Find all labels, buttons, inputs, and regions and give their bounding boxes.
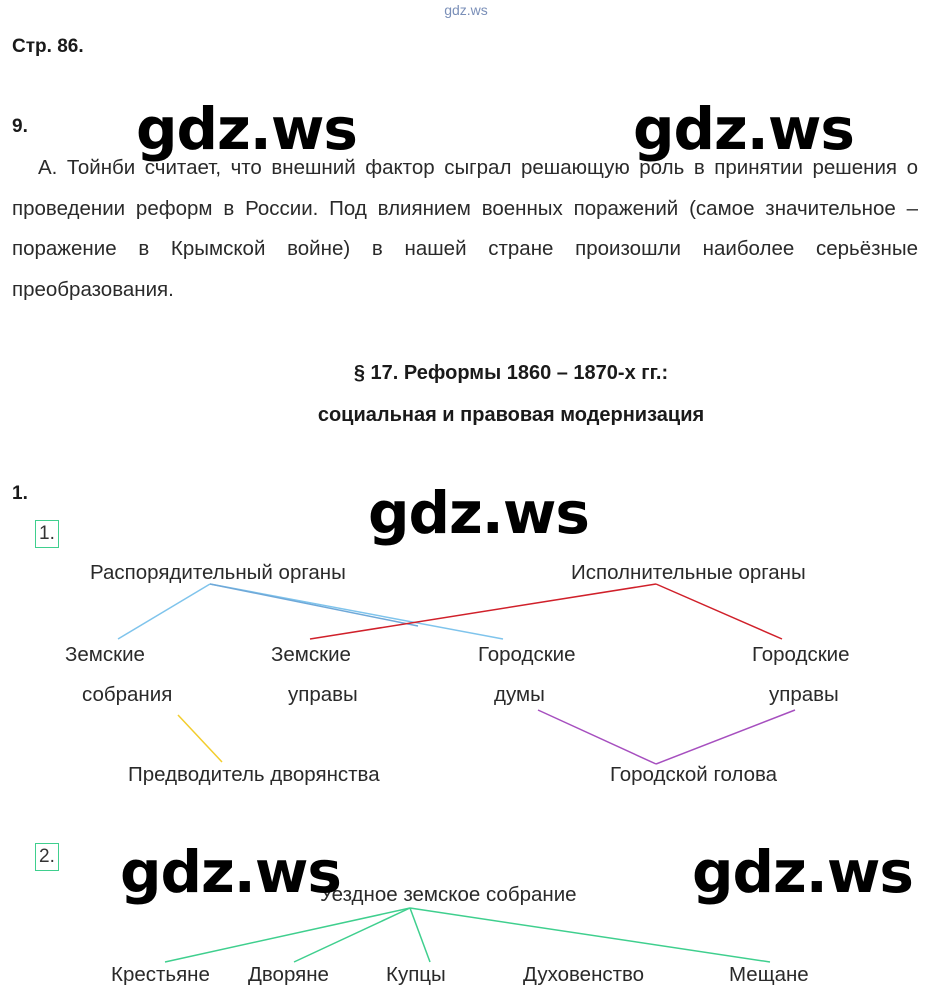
node-zemstvo-assemblies-l2: собрания bbox=[82, 683, 173, 706]
link-distributive-extra bbox=[210, 584, 418, 626]
link-assembly-nobles bbox=[294, 908, 410, 962]
watermark-text: gdz.ws bbox=[120, 838, 341, 906]
link-executive-city-council bbox=[656, 584, 782, 639]
link-duma-mayor bbox=[538, 710, 656, 764]
section-title-line-1: § 17. Реформы 1860 – 1870-х гг.: bbox=[353, 362, 669, 384]
link-executive-zemstvo-council bbox=[310, 584, 656, 639]
link-assembly-townsfolk bbox=[410, 908, 770, 962]
scheme-1-label: 1. bbox=[35, 520, 59, 548]
section-title-line-2: социальная и правовая модернизация bbox=[317, 404, 705, 426]
executive-links bbox=[310, 584, 782, 639]
link-assembly-merchants bbox=[410, 908, 430, 962]
link-council-mayor bbox=[656, 710, 795, 764]
node-nobles: Дворяне bbox=[248, 963, 329, 986]
node-district-zemstvo-assembly: Уездное земское собрание bbox=[320, 883, 577, 906]
node-city-dumas-l1: Городские bbox=[478, 643, 576, 666]
watermark-text: gdz.ws bbox=[633, 95, 854, 163]
node-city-mayor: Городской голова bbox=[610, 763, 778, 786]
node-merchants: Купцы bbox=[386, 963, 446, 986]
mayor-links bbox=[538, 710, 795, 764]
scheme-2-label: 2. bbox=[35, 843, 59, 871]
link-assembly-peasants bbox=[165, 908, 410, 962]
watermark-text: gdz.ws bbox=[692, 838, 913, 906]
node-city-councils-l2: управы bbox=[769, 683, 839, 706]
watermark-text: gdz.ws bbox=[136, 95, 357, 163]
distributive-links bbox=[118, 584, 503, 639]
task-1-number: 1. bbox=[12, 483, 28, 504]
node-townsfolk: Мещане bbox=[729, 963, 809, 986]
node-peasants: Крестьяне bbox=[111, 963, 210, 986]
page-label: Стр. 86. bbox=[12, 36, 84, 57]
answer-paragraph: А. Тойнби считает, что внешний фактор сыграл решающую роль в принятии решения о проведении реформ в России. Под влиянием военных поражений (самое значительное – поражение в Крымской войне) в нашей стране произошли наиболее серьёзные преобразования. bbox=[12, 156, 918, 301]
node-executive-bodies: Исполнительные органы bbox=[571, 561, 806, 584]
top-watermark: gdz.ws bbox=[444, 2, 488, 18]
task-9-number: 9. bbox=[12, 116, 28, 137]
node-distributive-bodies: Распорядительный органы bbox=[90, 561, 346, 584]
link-assembly-leader bbox=[178, 715, 222, 762]
estate-links bbox=[165, 908, 770, 962]
node-city-dumas-l2: думы bbox=[494, 683, 545, 706]
node-clergy: Духовенство bbox=[523, 963, 645, 986]
node-marshal-of-nobility: Предводитель дворянства bbox=[128, 763, 380, 786]
link-distributive-zemstvo-assembly bbox=[118, 584, 210, 639]
node-city-councils-l1: Городские bbox=[752, 643, 850, 666]
node-zemstvo-assemblies-l1: Земские bbox=[65, 643, 145, 666]
node-zemstvo-councils-l1: Земские bbox=[271, 643, 351, 666]
watermark-text: gdz.ws bbox=[368, 479, 589, 547]
node-zemstvo-councils-l2: управы bbox=[288, 683, 358, 706]
